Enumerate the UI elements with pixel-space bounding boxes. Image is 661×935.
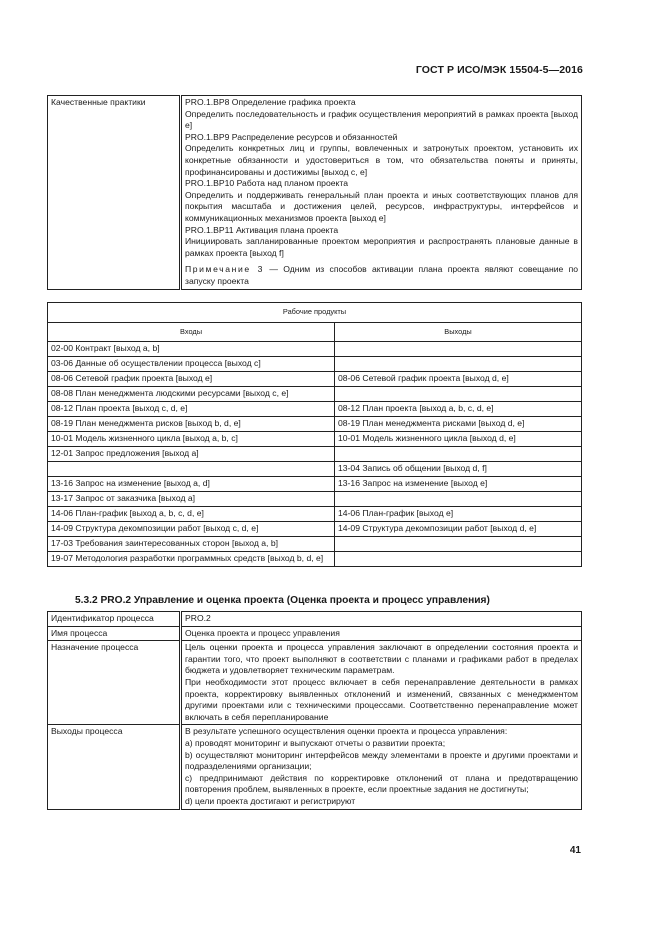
input-cell: 13-17 Запрос от заказчика [выход а] (48, 492, 335, 507)
practice-line: PRO.1.BP11 Активация плана проекта (185, 224, 339, 235)
table-row (48, 552, 582, 567)
practice-line: Определить последовательность и график осуществления мероприятий в рамках проекта [выход е] (185, 108, 578, 131)
table-row (48, 432, 582, 447)
output-cell: 13-04 Запись об общении [выход d, f] (335, 462, 582, 477)
input-cell: 17-03 Требования заинтересованных сторон [выход а, b] (48, 537, 335, 552)
section-title: 5.3.2 PRO.2 Управление и оценка проекта (Оценка проекта и процесс управления) (75, 595, 490, 606)
pro2-table (47, 611, 582, 810)
table-row (48, 357, 582, 372)
note-prefix: Примечание 3 (185, 264, 265, 275)
practices-content (181, 96, 582, 290)
work-products-table (47, 302, 582, 567)
table-row (48, 447, 582, 462)
output-item: b) осуществляют мониторинг интерфейсов между элементами в проекте и другими проектами и подразделениями организации; (185, 749, 578, 772)
outputs-header: Выходы (335, 322, 582, 342)
process-purpose-label: Назначение процесса (48, 641, 181, 725)
input-cell: 02-00 Контракт [выход а, b] (48, 342, 335, 357)
output-item: а) проводят мониторинг и выпускают отчеты о развитии проекта; (185, 737, 446, 748)
input-cell: 08-06 Сетевой график проекта [выход е] (48, 372, 335, 387)
output-cell (335, 447, 582, 462)
purpose-paragraph: При необходимости этот процесс включает в себя перенаправление деятельности в рамках проекта, корректировку выявленных отклонений и изменений, связанных с менеджментом другими проектами или с техническими процессами. Соответственно перенаправление может включать в себя перепланирование (185, 676, 578, 722)
practice-line: PRO.1.BP9 Распределение ресурсов и обязанностей (185, 131, 398, 142)
process-outputs-label: Выходы процесса (48, 725, 181, 809)
output-cell (335, 342, 582, 357)
input-cell: 13-16 Запрос на изменение [выход а, d] (48, 477, 335, 492)
practices-table (47, 95, 582, 290)
outputs-intro: В результате успешного осуществления оценки проекта и процесса управления: (185, 726, 508, 737)
standard-header: ГОСТ Р ИСО/МЭК 15504-5—2016 (415, 64, 583, 76)
output-cell: 08-06 Сетевой график проекта [выход d, е] (335, 372, 582, 387)
process-outputs-value (181, 725, 582, 809)
input-cell (48, 462, 335, 477)
output-item: с) предпринимают действия по корректировке отклонений от плана и предотвращению повторения проблем, выявленных в проекте, если проектные задания не достигнуты; (185, 772, 578, 795)
products-caption: Рабочие продукты (48, 303, 582, 323)
output-cell: 14-06 План-график [выход е] (335, 507, 582, 522)
table-row (48, 477, 582, 492)
input-cell: 19-07 Методология разработки программных средств [выход b, d, е] (48, 552, 335, 567)
table-row (48, 537, 582, 552)
process-purpose-value (181, 641, 582, 725)
table-row (48, 387, 582, 402)
practice-line: PRO.1.BP10 Работа над планом проекта (185, 178, 348, 189)
input-cell: 10-01 Модель жизненного цикла [выход а, b, с] (48, 432, 335, 447)
output-cell (335, 387, 582, 402)
process-id-value: PRO.2 (181, 612, 582, 627)
input-cell: 08-08 План менеджмента людскими ресурсами [выход с, е] (48, 387, 335, 402)
practice-line: PRO.1.BP8 Определение графика проекта (185, 97, 356, 107)
output-cell (335, 537, 582, 552)
table-row (48, 372, 582, 387)
output-cell: 08-12 План проекта [выход а, b, с, d, е] (335, 402, 582, 417)
process-name-label: Имя процесса (48, 626, 181, 641)
input-cell: 12-01 Запрос предложения [выход а] (48, 447, 335, 462)
output-cell: 13-16 Запрос на изменение [выход е] (335, 477, 582, 492)
practice-note (185, 264, 578, 287)
input-cell: 14-06 План-график [выход а, b, с, d, е] (48, 507, 335, 522)
table-row (48, 417, 582, 432)
process-name-value: Оценка проекта и процесс управления (181, 626, 582, 641)
output-cell: 14-09 Структура декомпозиции работ [выход d, е] (335, 522, 582, 537)
output-cell (335, 492, 582, 507)
input-cell: 08-12 План проекта [выход с, d, е] (48, 402, 335, 417)
input-cell: 03-06 Данные об осуществлении процесса [выход с] (48, 357, 335, 372)
table-row (48, 492, 582, 507)
output-cell (335, 357, 582, 372)
practice-line: Определить и поддерживать генеральный план проекта и иных соответствующих планов для покрытия масштаба и достижения целей, ресурсов, инфраструктуры, интерфейсов и коммуникационных механизмов проекта [выход е] (185, 189, 578, 223)
table-row (48, 342, 582, 357)
practices-label: Качественные практики (48, 96, 181, 290)
table-row (48, 402, 582, 417)
practice-line: Определить конкретных лиц и группы, вовлеченных и затронутых проектом, установить их конкретные обязанности и удостовериться в том, что обязательства поняты и приняты, профинансированы и достижимы [выход с, е] (185, 143, 578, 177)
output-item: d) цели проекта достигают и регистрируют (185, 795, 356, 806)
output-cell (335, 552, 582, 567)
output-cell: 08-19 План менеджмента рисками [выход d, е] (335, 417, 582, 432)
table-row (48, 507, 582, 522)
page-number: 41 (569, 845, 581, 856)
input-cell: 14-09 Структура декомпозиции работ [выход с, d, е] (48, 522, 335, 537)
purpose-paragraph: Цель оценки проекта и процесса управления заключают в определении состояния проекта и гарантии того, что проект выполняют в соответствии с планами и графиками работ в пределах бюджета и удовлетворяет техническим параметрам. (185, 642, 578, 676)
input-cell: 08-19 План менеджмента рисков [выход b, d, е] (48, 417, 335, 432)
process-id-label: Идентификатор процесса (48, 612, 181, 627)
output-cell: 10-01 Модель жизненного цикла [выход d, е] (335, 432, 582, 447)
table-row (48, 522, 582, 537)
practice-line: Инициировать запланированные проектом мероприятия и распространять плановые данные в рамках проекта [выход f] (185, 236, 578, 258)
inputs-header: Входы (48, 322, 335, 342)
note-text: — Одним из способов активации плана проекта являют совещание по запуску проекта (185, 264, 579, 286)
table-row (48, 462, 582, 477)
